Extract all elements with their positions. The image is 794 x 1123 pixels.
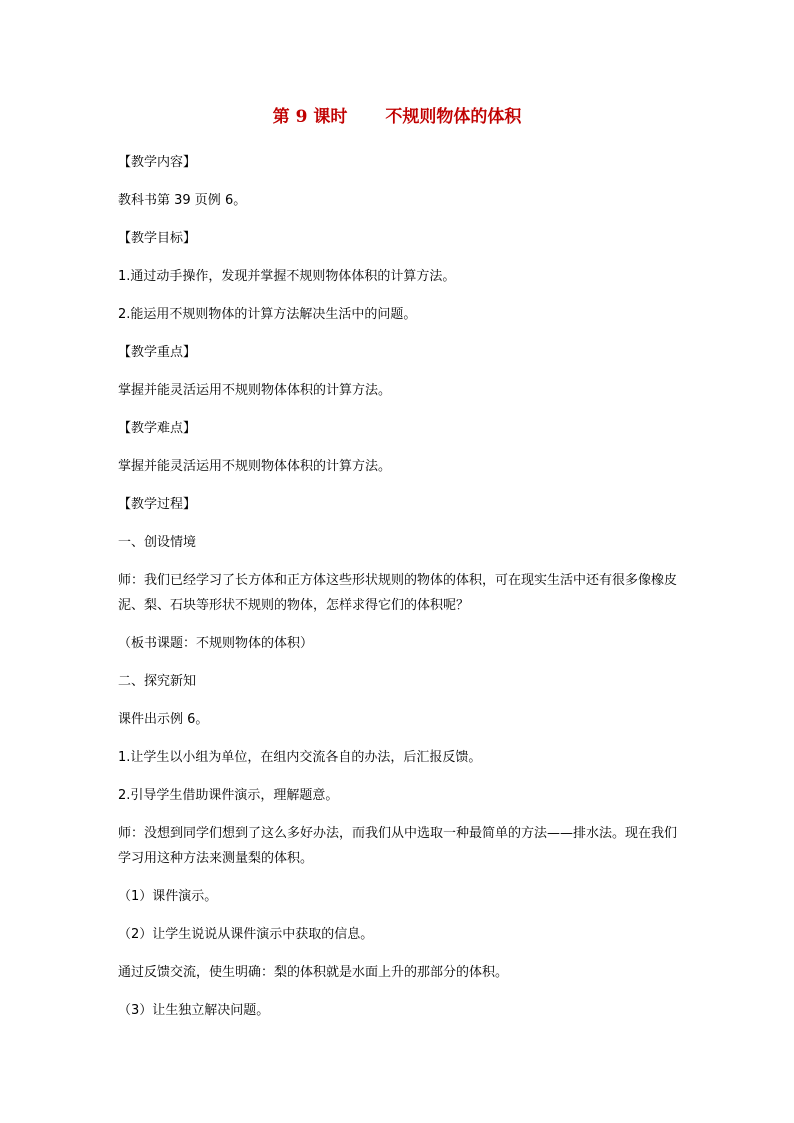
paragraph: 教科书第 39 页例 6。 xyxy=(118,193,247,208)
list-item: 1.让学生以小组为单位，在组内交流各自的办法，后汇报反馈。 xyxy=(118,750,482,765)
lesson-title: 不规则物体的体积 xyxy=(385,107,522,127)
paragraph: 师：我们已经学习了长方体和正方体这些形状规则的物体的体积，可在现实生活中还有很多像橡皮泥、梨、石块等形状不规则的物体，怎样求得它们的体积呢？ xyxy=(118,573,678,613)
paragraph: （板书课题：不规则物体的体积） xyxy=(118,636,314,651)
paragraph: 通过反馈交流，使生明确：梨的体积就是水面上升的那部分的体积。 xyxy=(118,965,509,980)
section-heading-content: 【教学内容】 xyxy=(118,155,197,170)
list-item: 2.引导学生借助课件演示，理解题意。 xyxy=(118,788,339,803)
paragraph: 掌握并能灵活运用不规则物体体积的计算方法。 xyxy=(118,383,392,398)
paragraph: 师：没想到同学们想到了这么多好办法，而我们从中选取一种最简单的方法——排水法。现在我们学习用这种方法来测量梨的体积。 xyxy=(118,826,678,866)
section-heading-key-points: 【教学重点】 xyxy=(118,345,197,360)
section-heading-difficulties: 【教学难点】 xyxy=(118,421,197,436)
list-item: （1）课件演示。 xyxy=(118,889,218,904)
subheading: 一、创设情境 xyxy=(118,535,197,550)
list-item: 1.通过动手操作，发现并掌握不规则物体体积的计算方法。 xyxy=(118,269,456,284)
section-heading-goals: 【教学目标】 xyxy=(118,231,197,246)
list-item: （2）让学生说说从课件演示中获取的信息。 xyxy=(118,927,374,942)
section-heading-process: 【教学过程】 xyxy=(118,497,197,512)
page-title xyxy=(0,105,794,129)
document-body xyxy=(118,150,678,1036)
list-item: 2.能运用不规则物体的计算方法解决生活中的问题。 xyxy=(118,307,417,322)
paragraph: 课件出示例 6。 xyxy=(118,712,209,727)
list-item: （3）让生独立解决问题。 xyxy=(118,1003,270,1018)
paragraph: 掌握并能灵活运用不规则物体体积的计算方法。 xyxy=(118,459,392,474)
subheading: 二、探究新知 xyxy=(118,674,197,689)
lesson-number: 第 9 课时 xyxy=(272,107,348,127)
